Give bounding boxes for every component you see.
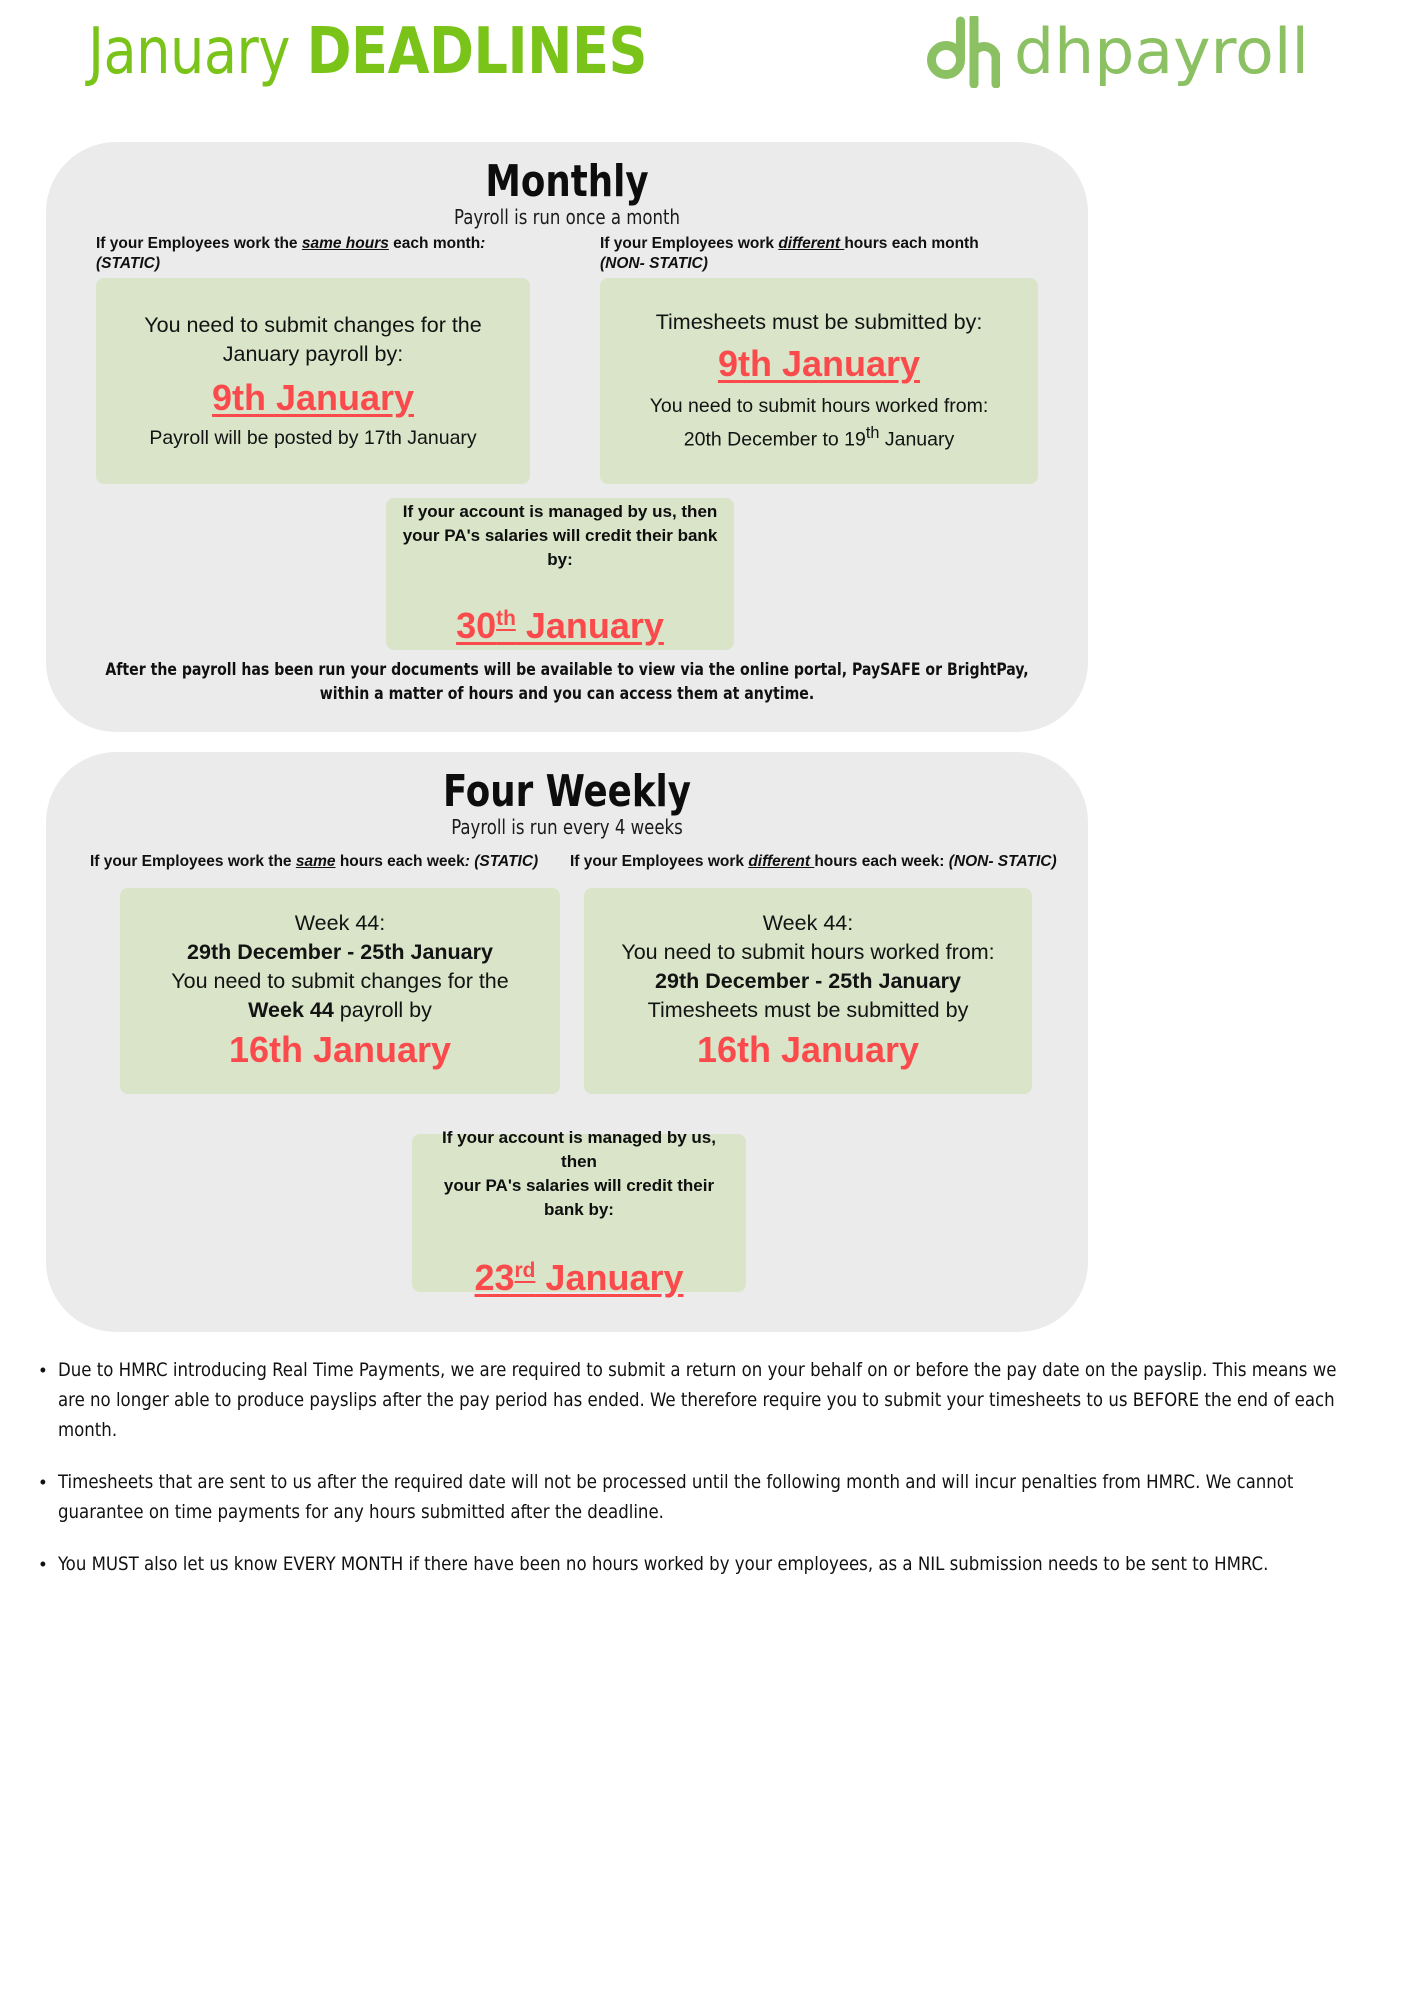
- four-weekly-static-box: [120, 888, 560, 1094]
- monthly-nonstatic-note2-a: 20th December to 19: [683, 428, 866, 451]
- fw-right-head-post: hours each week:: [814, 853, 949, 870]
- four-weekly-bank-credit-box: [412, 1127, 746, 1298]
- fw-static-line4: [134, 996, 546, 1025]
- bullet-marker-icon: •: [39, 1554, 46, 1574]
- fw-left-head-static: (STATIC): [474, 853, 539, 870]
- monthly-bank-date-sup: th: [496, 606, 516, 630]
- monthly-section: [46, 142, 1088, 732]
- monthly-bank-line2: your PA's salaries will credit their bank by:: [402, 525, 718, 569]
- list-item: [24, 1549, 1390, 1579]
- bullet-marker-icon: •: [39, 1472, 46, 1492]
- monthly-footer-line2: within a matter of hours and you can access them at anytime.: [319, 684, 815, 703]
- monthly-nonstatic-line1: Timesheets must be submitted by:: [655, 310, 983, 335]
- four-weekly-right-column-head: [570, 852, 1070, 872]
- four-weekly-heading: Four Weekly: [443, 766, 691, 817]
- brand-name: dhpayroll: [1014, 15, 1309, 88]
- fw-bank-line2: your PA's salaries will credit their bank by:: [443, 1175, 715, 1219]
- fw-static-line3: You need to submit changes for the: [171, 969, 509, 993]
- monthly-left-head-colon: :: [480, 235, 486, 252]
- monthly-bank-date-month: January: [515, 604, 664, 646]
- fw-bank-date-month: January: [535, 1256, 684, 1298]
- fw-bank-date-sup: rd: [514, 1258, 536, 1282]
- page-title-deadlines: DEADLINES: [306, 15, 647, 89]
- fw-static-line4-rest: payroll by: [333, 998, 432, 1022]
- monthly-nonstatic-date: 9th January: [717, 343, 921, 385]
- fw-nonstatic-line4: Timesheets must be submitted by: [647, 998, 969, 1022]
- brand-logo: [926, 15, 1309, 88]
- monthly-static-line2: January payroll by:: [222, 341, 404, 366]
- bullet-text: You MUST also let us know EVERY MONTH if there have been no hours worked by your employees, as a NIL submission needs to be sent to HMRC.: [58, 1553, 1269, 1575]
- monthly-right-head-emphasis: different: [778, 235, 845, 252]
- fw-static-line4-bold: Week 44: [248, 998, 334, 1022]
- bullet-text: Timesheets that are sent to us after the required date will not be processed until the following month and will incur penalties from HMRC. We cannot guarantee on time payments for any hours submitted after the deadline.: [58, 1471, 1294, 1523]
- monthly-nonstatic-note2-b: January: [879, 428, 955, 451]
- page-title: [88, 16, 647, 88]
- fw-left-head-post: hours each week: [335, 853, 465, 870]
- four-weekly-nonstatic-box: [584, 888, 1032, 1094]
- bullet-text: Due to HMRC introducing Real Time Payments, we are required to submit a return on your behalf on or before the pay date on the payslip. This means we are no longer able to produce payslips after the pay period has ended. We therefore require you to submit your timesheets to us BEFORE the end of each month.: [58, 1359, 1337, 1441]
- monthly-nonstatic-box: [600, 278, 1038, 484]
- bullet-marker-icon: •: [39, 1360, 46, 1380]
- monthly-static-date: 9th January: [211, 376, 415, 418]
- monthly-bank-date-num: 30: [456, 604, 497, 646]
- monthly-left-head-emphasis: same hours: [301, 235, 389, 252]
- monthly-subheading: Payroll is run once a month: [454, 205, 680, 229]
- monthly-nonstatic-note2-sup: th: [865, 424, 880, 443]
- page-header: [0, 0, 1414, 118]
- page-title-month: January: [88, 15, 307, 89]
- list-item: [24, 1355, 1390, 1445]
- monthly-left-column-head: [96, 234, 546, 274]
- footer-notes-list: [24, 1355, 1390, 1601]
- monthly-nonstatic-note2: [614, 420, 1024, 454]
- monthly-bank-line1: If your account is managed by us, then: [402, 501, 718, 521]
- fw-nonstatic-line3: 29th December - 25th January: [655, 969, 961, 993]
- dh-monogram-icon: [926, 16, 1000, 88]
- four-weekly-subheading: Payroll is run every 4 weeks: [451, 815, 683, 839]
- fw-static-line1: Week 44:: [294, 911, 386, 935]
- monthly-right-head-pre: If your Employees work: [600, 235, 779, 252]
- fw-left-head-pre: If your Employees work the: [90, 853, 296, 870]
- monthly-left-head-post: each month: [388, 235, 481, 252]
- monthly-heading: Monthly: [485, 156, 649, 207]
- monthly-left-head-pre: If your Employees work the: [96, 235, 302, 252]
- monthly-static-note: Payroll will be posted by 17th January: [149, 426, 477, 449]
- monthly-left-head-static: (STATIC): [96, 255, 160, 272]
- fw-nonstatic-line2: You need to submit hours worked from:: [621, 940, 995, 964]
- monthly-nonstatic-note1: You need to submit hours worked from:: [649, 395, 989, 418]
- fw-static-line2: 29th December - 25th January: [187, 940, 493, 964]
- monthly-bank-credit-box: [386, 498, 734, 650]
- fw-bank-date: [422, 1248, 736, 1301]
- four-weekly-section: [46, 752, 1088, 1332]
- fw-bank-date-num: 23: [474, 1256, 515, 1298]
- fw-static-date: 16th January: [228, 1029, 452, 1070]
- fw-right-head-static: (NON- STATIC): [948, 853, 1057, 870]
- list-item: [24, 1467, 1390, 1527]
- fw-left-head-colon: :: [464, 853, 475, 870]
- fw-bank-line1: If your account is managed by us, then: [442, 1127, 716, 1171]
- fw-nonstatic-line1: Week 44:: [762, 911, 854, 935]
- monthly-static-line1: You need to submit changes for the: [144, 312, 482, 337]
- monthly-footer-note: [72, 658, 1062, 706]
- monthly-static-box: [96, 278, 530, 484]
- fw-right-head-emphasis: different: [748, 853, 815, 870]
- monthly-bank-date: [398, 596, 722, 649]
- monthly-footer-line1: After the payroll has been run your documents will be available to view via the online portal, PaySAFE or BrightPay,: [105, 660, 1029, 679]
- fw-right-head-pre: If your Employees work: [570, 853, 749, 870]
- monthly-right-head-post: hours each month: [844, 235, 979, 252]
- fw-nonstatic-date: 16th January: [696, 1029, 920, 1070]
- monthly-right-column-head: [600, 234, 1050, 274]
- fw-left-head-emphasis: same: [295, 853, 336, 870]
- monthly-right-head-static: (NON- STATIC): [600, 255, 708, 272]
- four-weekly-left-column-head: [90, 852, 576, 872]
